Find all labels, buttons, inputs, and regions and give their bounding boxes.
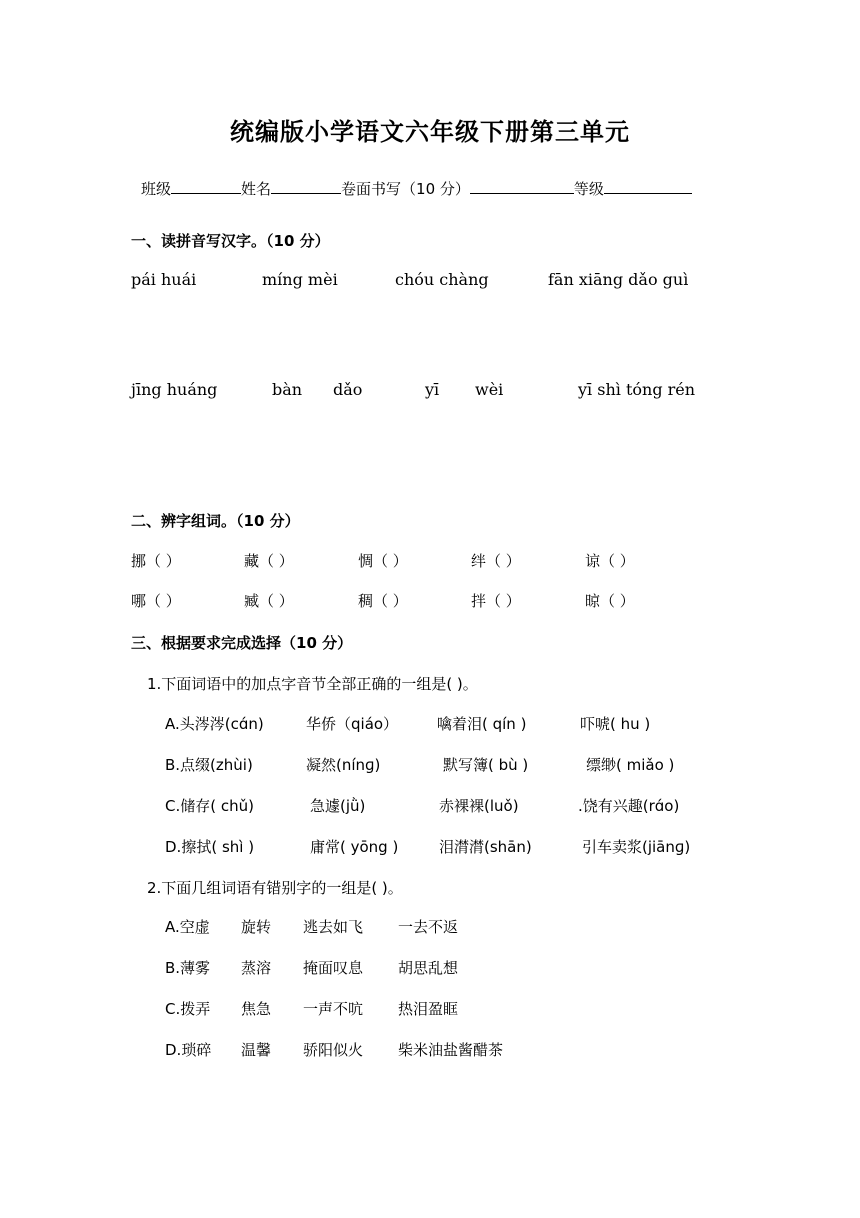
q2-option-c-word: 热泪盈眶	[398, 1000, 459, 1018]
pinyin-item: jīng huáng	[131, 380, 218, 399]
q2-option-d-word: 骄阳似火	[303, 1041, 364, 1059]
q1-option-b-word: 凝然(nínɡ)	[306, 756, 381, 774]
q1-option-b-word: 默写簿( bù )	[443, 756, 529, 774]
class-blank[interactable]	[171, 179, 241, 194]
char-item: 拌（ ）	[471, 592, 521, 610]
name-label: 姓名	[241, 180, 272, 198]
char-item: 哪（ ）	[131, 592, 181, 610]
q1-option-d-word: 庸常( yōng )	[310, 838, 399, 856]
q1-option-c-word: .饶有兴趣(rɑ́o)	[578, 797, 680, 815]
q1-option-d-word: 泪潸潸(shān)	[439, 838, 532, 856]
q1-option-a-word: 华侨（qiáo）	[306, 715, 399, 733]
grade-blank[interactable]	[604, 179, 692, 194]
char-item: 惆（ ）	[358, 552, 408, 570]
writing-label: 卷面书写（10 分）	[341, 180, 470, 198]
pinyin-item: bàn	[272, 380, 303, 399]
char-item: 稠（ ）	[358, 592, 408, 610]
q2-option-c-word: 一声不吭	[303, 1000, 364, 1018]
char-item: 晾（ ）	[585, 592, 635, 610]
question-1-stem: 1.下面词语中的加点字音节全部正确的一组是( )。	[147, 675, 478, 693]
pinyin-item: chóu chàng	[395, 270, 489, 289]
q2-option-c[interactable]: C.拨弄	[165, 1000, 211, 1018]
q1-option-c-word: 赤裸裸(luǒ)	[439, 797, 519, 815]
q2-option-b-word: 蒸溶	[241, 959, 272, 977]
pinyin-item: fān xiāng dǎo guì	[548, 270, 689, 289]
q1-option-a-word: 吓唬( hu )	[580, 715, 651, 733]
q2-option-a[interactable]: A.空虚	[165, 918, 210, 936]
question-2-stem: 2.下面几组词语有错别字的一组是( )。	[147, 879, 403, 897]
pinyin-item: pái huái	[131, 270, 197, 289]
q1-option-b-word: 缥缈( miǎo )	[586, 756, 675, 774]
name-blank[interactable]	[271, 179, 341, 194]
pinyin-item: yī	[425, 380, 440, 399]
char-item: 挪（ ）	[131, 552, 181, 570]
q1-option-d-word: 引车卖浆(jiānɡ)	[582, 838, 691, 856]
q2-option-c-word: 焦急	[241, 1000, 272, 1018]
char-item: 绊（ ）	[471, 552, 521, 570]
q2-option-b[interactable]: B.薄雾	[165, 959, 211, 977]
q2-option-a-word: 逃去如飞	[303, 918, 364, 936]
pinyin-item: yī shì tóng rén	[578, 380, 696, 399]
char-item: 臧（ ）	[244, 592, 294, 610]
q1-option-b[interactable]: B.点缀(zhùi)	[165, 756, 253, 774]
pinyin-item: dǎo	[333, 380, 363, 399]
q2-option-b-word: 胡思乱想	[398, 959, 459, 977]
grade-label: 等级	[573, 180, 604, 198]
q2-option-d-word: 柴米油盐酱醋茶	[398, 1041, 504, 1059]
q1-option-d[interactable]: D.擦拭( shì )	[165, 838, 255, 856]
q2-option-d-word: 温馨	[241, 1041, 272, 1059]
page-title: 统编版小学语文六年级下册第三单元	[230, 118, 630, 146]
char-item: 谅（ ）	[585, 552, 635, 570]
q2-option-b-word: 掩面叹息	[303, 959, 364, 977]
q2-option-a-word: 一去不返	[398, 918, 459, 936]
q1-option-a-word: 噙着泪( qín )	[437, 715, 527, 733]
pinyin-item: wèi	[475, 380, 504, 399]
q1-option-c-word: 急遽(jǜ)	[310, 797, 366, 815]
student-info-line	[141, 178, 692, 199]
pinyin-item: míng mèi	[262, 270, 338, 289]
q2-option-d[interactable]: D.琐碎	[165, 1041, 212, 1059]
section1-heading: 一、读拼音写汉字。（10 分）	[131, 232, 330, 250]
q1-option-a[interactable]: A.头涔涔(cɑ́n)	[165, 715, 264, 733]
q2-option-a-word: 旋转	[241, 918, 272, 936]
writing-blank[interactable]	[470, 179, 574, 194]
char-item: 藏（ ）	[244, 552, 294, 570]
q1-option-c[interactable]: C.储存( chǔ)	[165, 797, 254, 815]
section2-heading: 二、辨字组词。（10 分）	[131, 512, 300, 530]
section3-heading: 三、根据要求完成选择（10 分）	[131, 634, 353, 652]
class-label: 班级	[141, 180, 172, 198]
